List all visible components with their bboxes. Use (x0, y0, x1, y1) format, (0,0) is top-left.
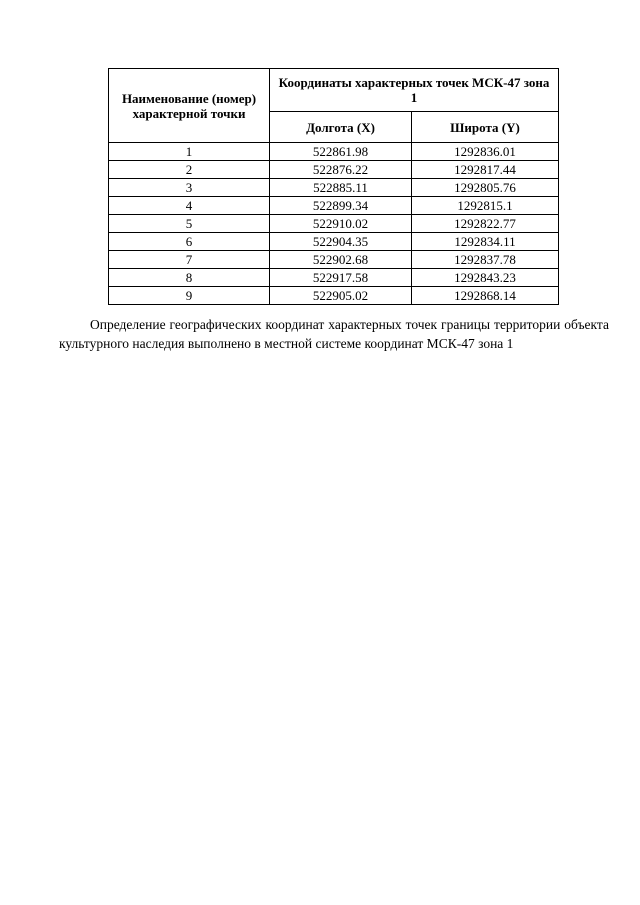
longitude-value: 522904.35 (270, 233, 412, 251)
longitude-value: 522885.11 (270, 179, 412, 197)
point-number: 1 (109, 143, 270, 161)
longitude-value: 522910.02 (270, 215, 412, 233)
longitude-value: 522876.22 (270, 161, 412, 179)
point-number: 4 (109, 197, 270, 215)
latitude-value: 1292843.23 (412, 269, 559, 287)
coordinate-system-note: Определение географических координат характерных точек границы территории объекта культурного наследия выполнено в местной системе координат МСК-47 зона 1 (59, 317, 609, 351)
latitude-value: 1292817.44 (412, 161, 559, 179)
table-row (109, 161, 559, 179)
table-row (109, 269, 559, 287)
table-row (109, 197, 559, 215)
table-row (109, 287, 559, 305)
longitude-value: 522902.68 (270, 251, 412, 269)
longitude-value: 522861.98 (270, 143, 412, 161)
latitude-value: 1292805.76 (412, 179, 559, 197)
latitude-value: 1292868.14 (412, 287, 559, 305)
table-row (109, 215, 559, 233)
latitude-value: 1292834.11 (412, 233, 559, 251)
point-number: 9 (109, 287, 270, 305)
point-name-header: Наименование (номер) характерной точки (109, 69, 270, 143)
point-number: 8 (109, 269, 270, 287)
latitude-value: 1292822.77 (412, 215, 559, 233)
point-number: 5 (109, 215, 270, 233)
table-row (109, 179, 559, 197)
table-row (109, 143, 559, 161)
longitude-value: 522899.34 (270, 197, 412, 215)
point-number: 3 (109, 179, 270, 197)
point-number: 7 (109, 251, 270, 269)
coordinates-table (108, 68, 559, 305)
latitude-value: 1292836.01 (412, 143, 559, 161)
latitude-header: Широта (Y) (412, 112, 559, 143)
point-number: 6 (109, 233, 270, 251)
table-row (109, 251, 559, 269)
longitude-header: Долгота (X) (270, 112, 412, 143)
point-number: 2 (109, 161, 270, 179)
table-row (109, 233, 559, 251)
latitude-value: 1292837.78 (412, 251, 559, 269)
coordinates-group-header: Координаты характерных точек МСК-47 зона 1 (270, 69, 559, 112)
longitude-value: 522905.02 (270, 287, 412, 305)
longitude-value: 522917.58 (270, 269, 412, 287)
latitude-value: 1292815.1 (412, 197, 559, 215)
